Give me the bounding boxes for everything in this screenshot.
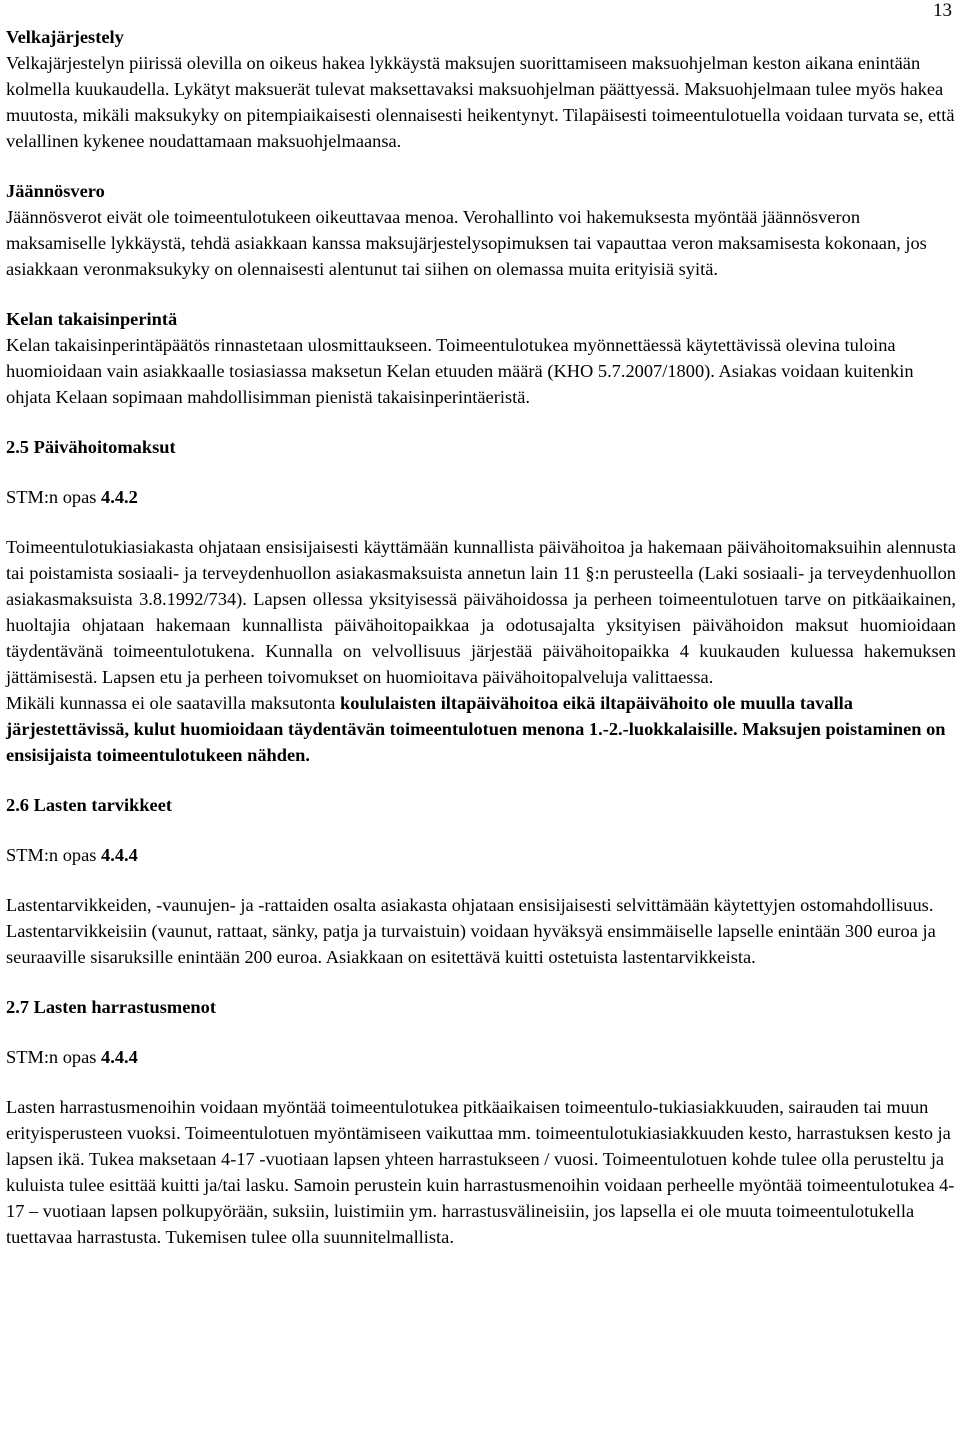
section-heading: 2.7 Lasten harrastusmenot: [6, 997, 216, 1017]
section-lasten-harrastusmenot: [6, 994, 956, 1250]
section-text-emphasis: Mikäli kunnassa ei ole saatavilla maksutonta koululaisten iltapäivähoitoa eikä iltapäivähoito ole muulla tavalla järjestettävissä, kulut huomioidaan täydentävän toimeentulotuen menona 1.-2.-luokkalaisille. Maksujen poistaminen on ensisijaista toimeentulotukeen nähden.: [6, 693, 946, 765]
section-text: Toimeentulotukiasiakasta ohjataan ensisijaisesti käyttämään kunnallista päivähoitoa ja hakemaan päivähoitomaksuihin alennusta tai poistamista sosiaali- ja terveydenhuollon asiakasmaksuista annetun lain 11 §:n perusteella (Laki sosiaali- ja terveydenhuollon asiakasmaksuista 3.8.1992/734). Lapsen ollessa yksityisessä päivähoidossa ja perheen toimeentulotuen tarve on pitkäaikainen, huoltajia ohjataan hakemaan kunnallista päivähoitopaikkaa ja odotusajalta yksityisen päivähoidon maksut huomioidaan täydentävänä toimeentulotukena. Kunnalla on velvollisuus järjestää päivähoitopaikka 4 kuukauden kuluessa hakemuksen jättämisestä. Lapsen etu ja perheen toivomukset on huomioitava päivähoitopalveluja valittaessa.: [6, 537, 956, 687]
stm-reference: STM:n opas 4.4.2: [6, 487, 138, 507]
section-heading: 2.6 Lasten tarvikkeet: [6, 795, 173, 815]
section-lasten-tarvikkeet: [6, 792, 956, 970]
page-number: 13: [933, 0, 952, 21]
section-paivahoitomaksut: [6, 434, 956, 768]
section-title: Kelan takaisinperintä: [6, 309, 178, 329]
section-text: Jäännösverot eivät ole toimeentulotukeen oikeuttavaa menoa. Verohallinto voi hakemuksesta myöntää jäännösveron maksamiselle lykkäystä, tehdä asiakkaan kanssa maksujärjestelysopimuksen tai vapauttaa veron maksamisesta kokonaan, jos asiakkaan veronmaksukyky on olennaisesti alentunut tai siihen on olemassa muita erityisiä syitä.: [6, 207, 927, 279]
section-kelan-takaisinperinta: [6, 306, 956, 410]
section-title: Jäännösvero: [6, 181, 105, 201]
section-velkajarjestely: [6, 24, 956, 154]
section-title: Velkajärjestely: [6, 27, 124, 47]
section-text: Velkajärjestelyn piirissä olevilla on oikeus hakea lykkäystä maksujen suorittamiseen maksuohjelman keston aikana enintään kolmella kuukaudella. Lykätyt maksuerät tulevat maksettavaksi maksuohjelman päättyessä. Maksuohjelmaan tulee myös hakea muutosta, mikäli maksukyky on pitempiaikaisesti olennaisesti heikentynyt. Tilapäisesti toimeentulotuella voidaan turvata se, että velallinen kykenee noudattamaan maksuohjelmaansa.: [6, 53, 955, 151]
section-text: Lastentarvikkeiden, -vaunujen- ja -rattaiden osalta asiakasta ohjataan ensisijaisesti selvittämään käytettyjen ostomahdollisuus. Lastentarvikkeisiin (vaunut, rattaat, sänky, patja ja turvaistuin) voidaan hyväksyä ensimmäiselle lapselle enintään 300 euroa ja seuraaville sisaruksille enintään 200 euroa. Asiakkaan on esitettävä kuitti ostetuista lastentarvikkeista.: [6, 895, 936, 967]
section-text: Lasten harrastusmenoihin voidaan myöntää toimeentulotukea pitkäaikaisen toimeentulo-tukiasiakkuuden, sairauden tai muun erityisperusteen vuoksi. Toimeentulotuen myöntämiseen vaikuttaa mm. toimeentulotukiasiakkuuden kesto, harrastuksen kesto ja lapsen ikä. Tukea maksetaan 4-17 -vuotiaan lapsen yhteen harrastukseen / vuosi. Toimeentulotuen kohde tulee olla perusteltu ja kuluista tulee esittää kuitti ja/tai lasku. Samoin perustein kuin harrastusmenoihin voidaan perheelle myöntää toimeentulotukea 4-17 – vuotiaan lapsen polkupyörään, suksiin, luistimiin ym. harrastusvälineisiin, jos lapsella ei ole muuta toimeentulotukella tuettavaa harrastusta. Tukemisen tulee olla suunnitelmallista.: [6, 1097, 955, 1247]
section-text: Kelan takaisinperintäpäätös rinnastetaan ulosmittaukseen. Toimeentulotukea myönnettäessä käytettävissä olevina tuloina huomioidaan vain asiakkaalle tosiasiassa maksetun Kelan etuuden määrä (KHO 5.7.2007/1800). Asiakas voidaan kuitenkin ohjata Kelaan sopimaan mahdollisimman pienistä takaisinperintäeristä.: [6, 335, 914, 407]
section-heading: 2.5 Päivähoitomaksut: [6, 437, 176, 457]
stm-reference: STM:n opas 4.4.4: [6, 1047, 138, 1067]
document-body: [6, 24, 956, 1250]
stm-reference: STM:n opas 4.4.4: [6, 845, 138, 865]
section-jaannosvero: [6, 178, 956, 282]
